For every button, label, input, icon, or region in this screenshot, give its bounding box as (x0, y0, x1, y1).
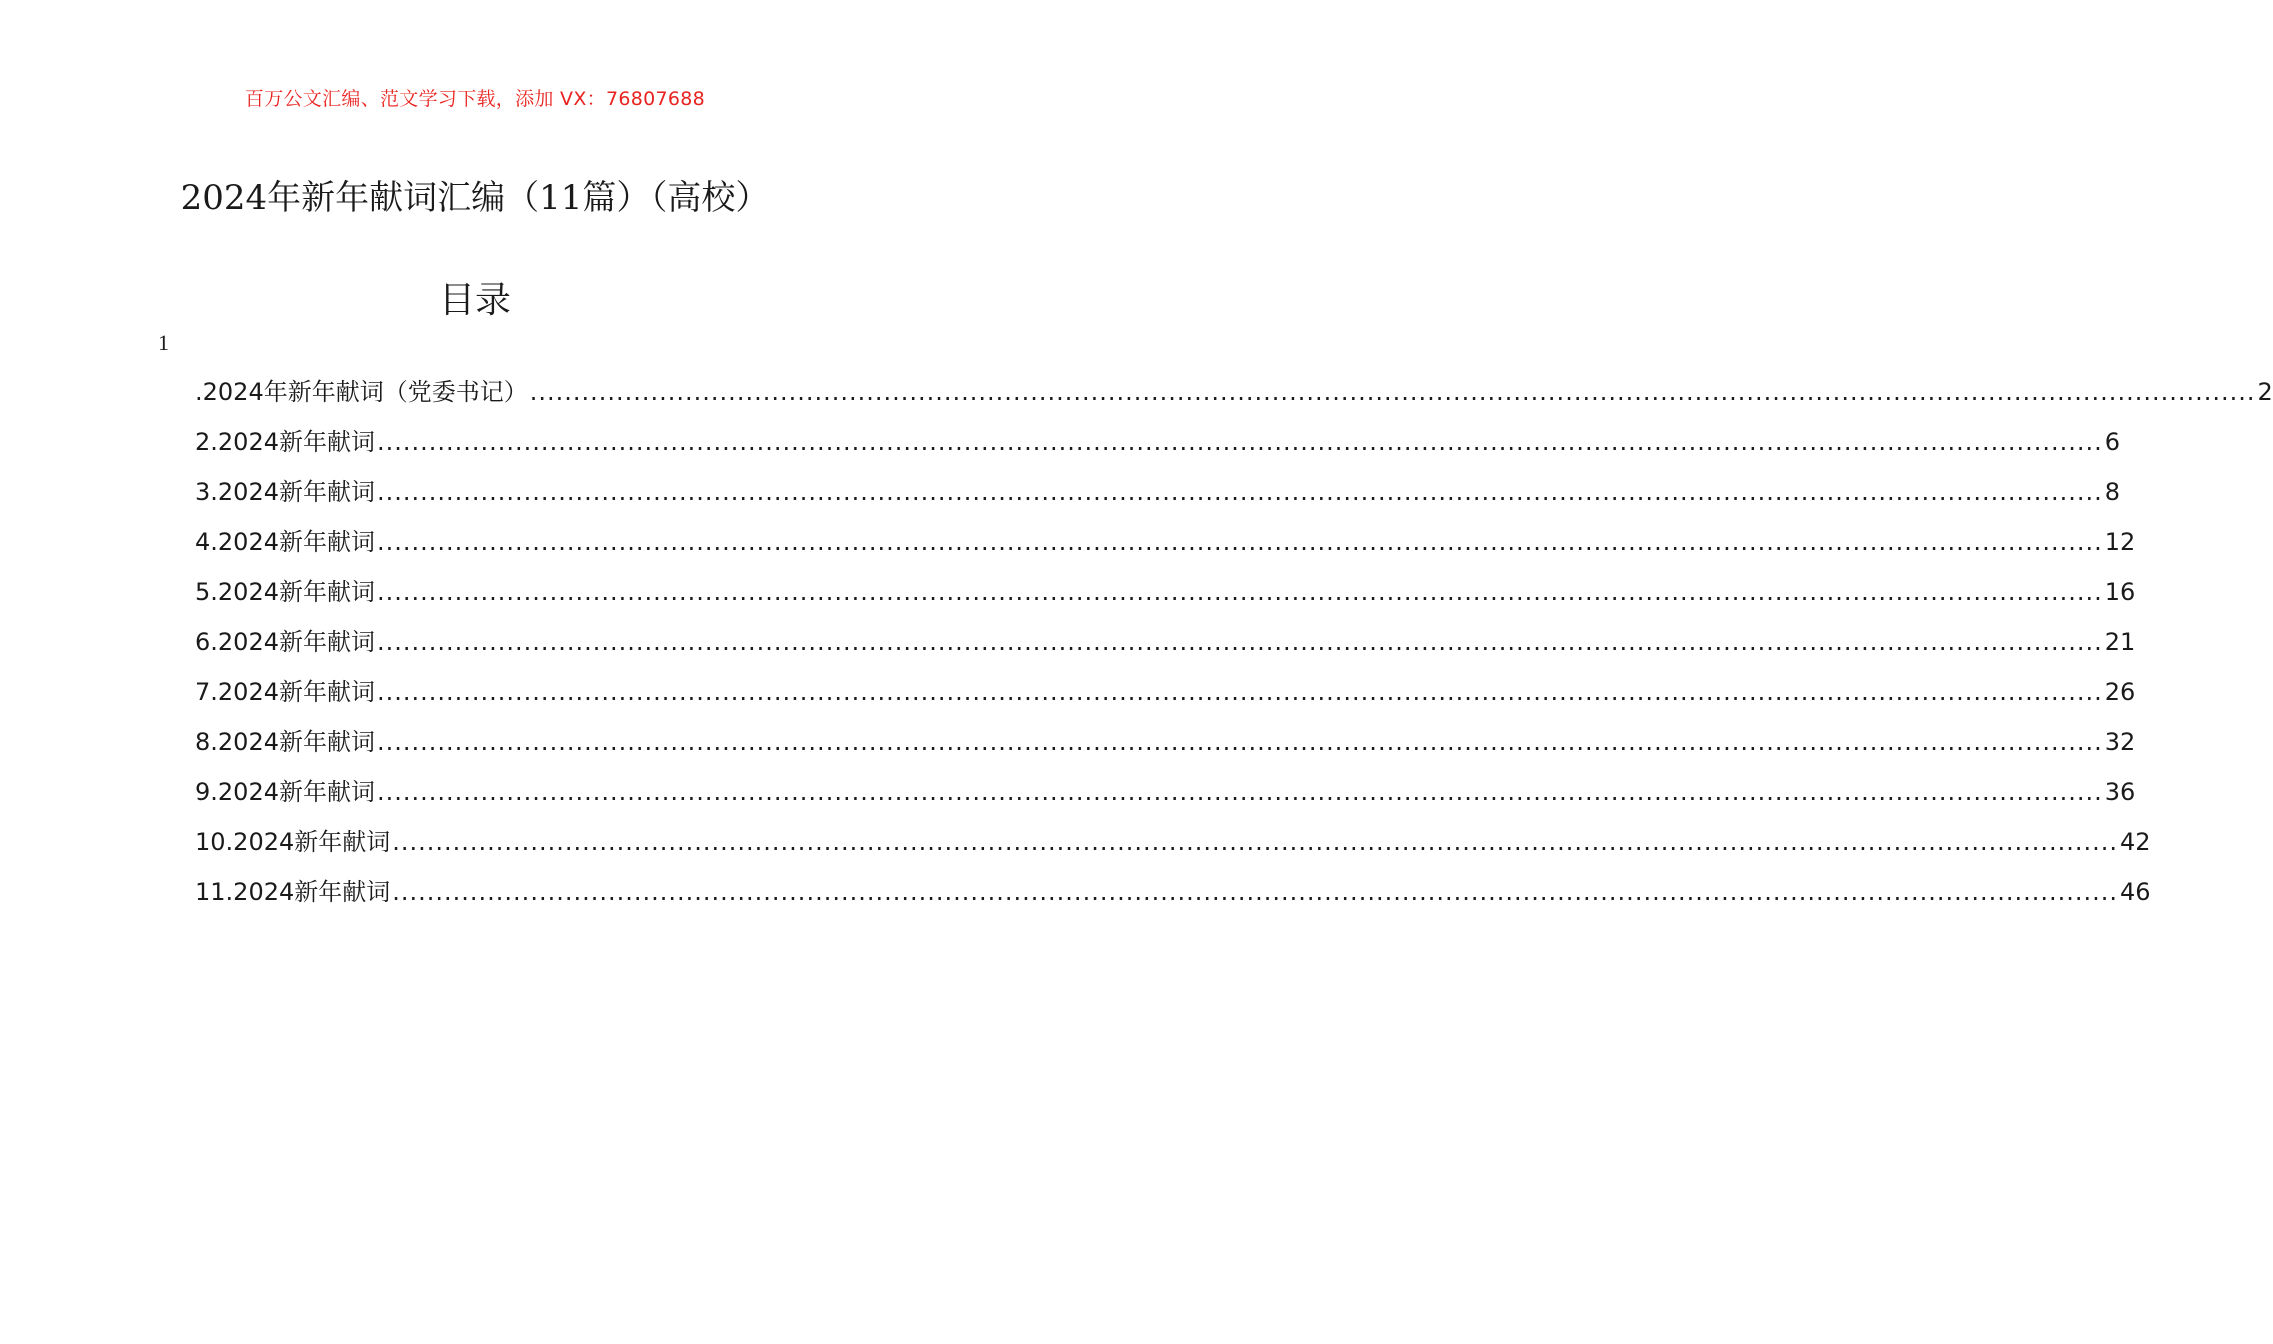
document-title: 2024年新年献词汇编（11篇）（高校） (180, 178, 770, 218)
toc-entry[interactable] (195, 772, 2136, 822)
toc-leader-dots: ........................................................................................................................................................................................................ (392, 878, 2119, 906)
toc-entry[interactable] (195, 722, 2136, 772)
toc-entry-label: 5.2024新年献词 (195, 578, 375, 606)
toc-entry-label: .2024年新年献词（党委书记） (195, 378, 528, 406)
toc-leader-dots: ........................................................................................................................................................................................................ (376, 528, 2103, 556)
toc-entry-label: 9.2024新年献词 (195, 778, 375, 806)
toc-entry[interactable] (195, 672, 2136, 722)
toc-leader-dots: ........................................................................................................................................................................................................ (376, 428, 2103, 456)
toc-entry-page: 32 (2104, 728, 2136, 756)
toc-entry-page: 16 (2104, 578, 2136, 606)
toc-entry[interactable] (195, 522, 2136, 572)
toc-entry-label: 3.2024新年献词 (195, 478, 375, 506)
toc-entry-page: 12 (2104, 528, 2136, 556)
toc-leader-dots: ........................................................................................................................................................................................................ (376, 778, 2103, 806)
toc-entry-page: 8 (2104, 478, 2121, 506)
toc-entry-page: 42 (2120, 828, 2151, 856)
toc-entry-label: 8.2024新年献词 (195, 728, 375, 756)
toc-entry-page: 6 (2104, 428, 2121, 456)
toc-entry-page: 46 (2120, 878, 2151, 906)
toc-entry-page: 2 (2257, 378, 2273, 406)
toc-entry[interactable] (195, 572, 2136, 622)
toc-entry[interactable] (195, 422, 2121, 472)
toc-entry-label: 2.2024新年献词 (195, 428, 375, 456)
page-marker-number: 1 (158, 330, 169, 355)
toc-leader-dots: ........................................................................................................................................................................................................ (529, 378, 2256, 406)
toc-entry-label: 11.2024新年献词 (195, 878, 391, 906)
toc-entry[interactable] (195, 622, 2136, 672)
toc-entry-label: 4.2024新年献词 (195, 528, 375, 556)
toc-leader-dots: ........................................................................................................................................................................................................ (376, 728, 2103, 756)
toc-entry-label: 10.2024新年献词 (195, 828, 391, 856)
toc-heading: 目录 (438, 280, 511, 321)
toc-entry[interactable] (195, 822, 2151, 872)
toc-entry-page: 36 (2104, 778, 2136, 806)
header-note: 百万公文汇编、范文学习下载，添加 VX：76807688 (244, 88, 706, 110)
toc-leader-dots: ........................................................................................................................................................................................................ (376, 628, 2103, 656)
toc-entry[interactable] (195, 372, 2273, 422)
toc-entry[interactable] (195, 872, 2151, 922)
toc-entry-page: 21 (2104, 628, 2136, 656)
toc-entry-page: 26 (2104, 678, 2136, 706)
toc-leader-dots: ........................................................................................................................................................................................................ (392, 828, 2119, 856)
toc-entry-label: 6.2024新年献词 (195, 628, 375, 656)
toc-leader-dots: ........................................................................................................................................................................................................ (376, 678, 2103, 706)
toc-entry[interactable] (195, 472, 2121, 522)
table-of-contents (195, 372, 2273, 922)
toc-leader-dots: ........................................................................................................................................................................................................ (376, 578, 2103, 606)
toc-entry-label: 7.2024新年献词 (195, 678, 375, 706)
toc-leader-dots: ........................................................................................................................................................................................................ (376, 478, 2103, 506)
